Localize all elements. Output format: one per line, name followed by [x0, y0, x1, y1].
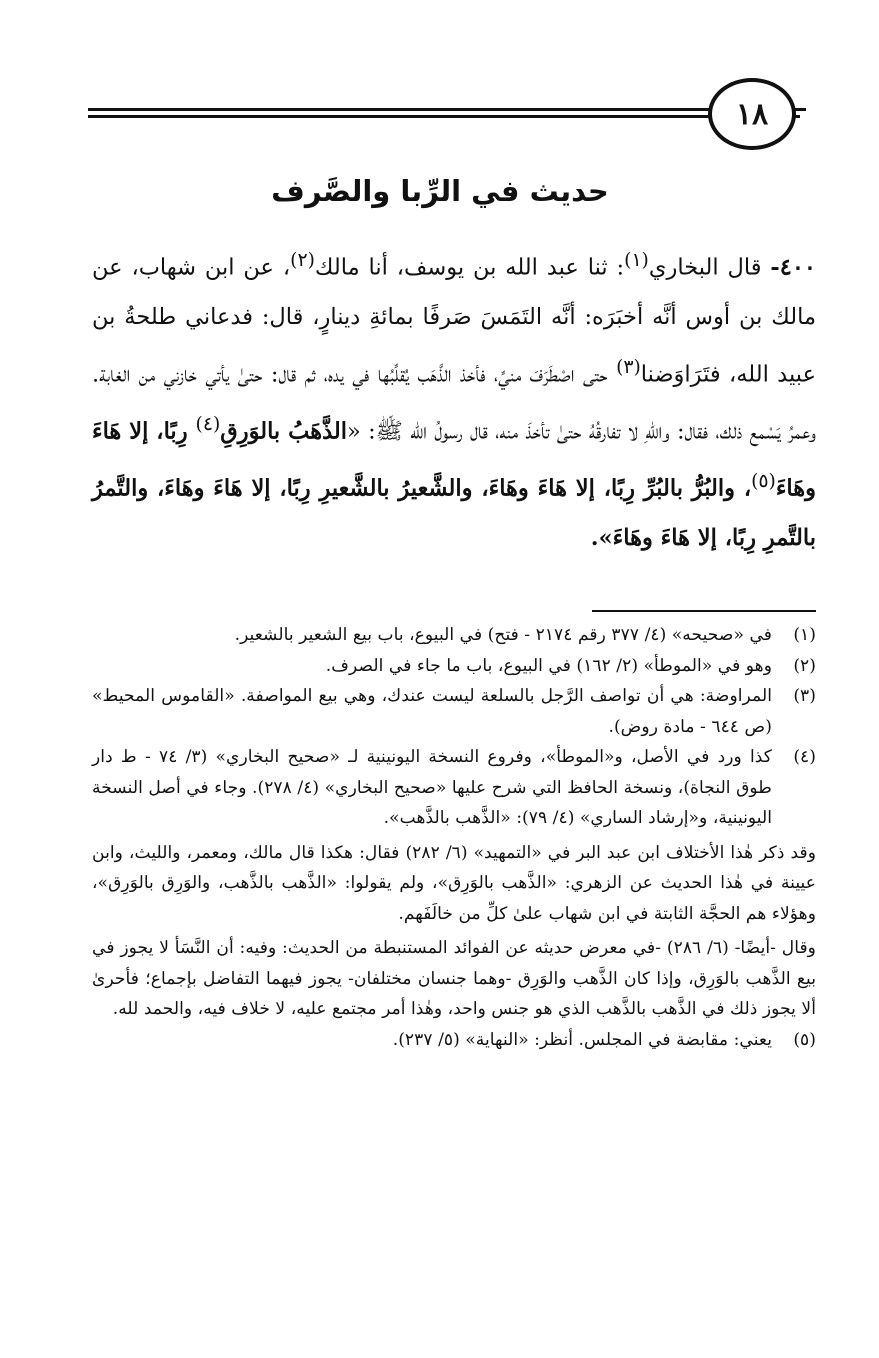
footnote-continuation: وقال -أيضًا- (٦/ ٢٨٦) -في معرض حديثه عن الفوائد المستنبطة من الحديث: وفيه: أن النَّسَأ لا يجوز في بيع الذَّهب بالوَرِق، وإذا كان الذَّهب والوَرِق -وهما جنسان مختلفان- يجوز فيهما التفاضل بإجماع؛ فأحرىٰ ألا يجوز ذلك في الذَّهب بالذَّهب الذي هو جنس واحد، وهٰذا أمر مجتمع عليه، لا خلاف فيه، والحمد لله.	[92, 938, 816, 1019]
header-rule	[88, 108, 788, 120]
footnote-mark: (٣)	[793, 686, 816, 706]
prophetic-saying-part-1: الذَّهَبُ بالوَرِقِ	[220, 418, 348, 445]
footnote-ref-4[interactable]: (٤)	[195, 413, 221, 435]
hadith-text	[92, 236, 816, 564]
hadith-number: ٤٠٠-	[770, 254, 816, 281]
footnote	[92, 1025, 816, 1056]
hadith-text-part-2: ، عن ابن شهاب، عن مالك بن أوس أنَّه أخبَرَه: أنَّه التَمَسَ صَرفًا بمائةِ دينارٍ، قال: فدعاني طلحةُ بن عبيد الله، فتَرَاوَضنا	[92, 254, 816, 388]
footnote-mark: (٢)	[793, 655, 816, 676]
footnote-ref-3[interactable]: (٣)	[616, 356, 641, 378]
footnote-separator	[592, 610, 816, 612]
closing-quote: ».	[590, 524, 613, 551]
footnotes	[92, 620, 816, 1055]
footnote-text: يعني: مقابضة في المجلس. أنظر: «النهاية» (٥/ ٢٣٧).	[392, 1029, 772, 1050]
footnote-mark: (١)	[793, 625, 816, 645]
chapter-title: حديث في الرِّبا والصَّرف	[271, 174, 609, 208]
prophetic-saying-part-2: رِبًا، إلا هَاءَ وهَاءَ	[92, 418, 816, 502]
footnote	[92, 742, 816, 834]
hadith-intro: قال البخاري	[648, 254, 762, 281]
footnote-mark: (٥)	[793, 1029, 816, 1050]
footnote	[92, 620, 816, 651]
footnote-ref-2[interactable]: (٢)	[290, 250, 315, 271]
footnote-mark: (٤)	[793, 747, 816, 767]
footnote-text: المراوضة: هي أن تواصف الرَّجل بالسلعة ليست عندك، وهي بيع المواصفة. «القاموس المحيط» (ص ٦٤٤ - مادة روض).	[92, 686, 772, 737]
footnote-continuation: وقد ذكر هٰذا الأختلاف ابن عبد البر في «التمهيد» (٦/ ٢٨٢) فقال: هكذا قال مالك، ومعمر، والليث، وابن عيينة في هٰذا الحديث عن الزهري: «الذَّهب بالوَرِق»، ولم يقولوا: «الذَّهب بالذَّهب، والوَرِق بالوَرِق»، وهؤلاء هم الحجَّة الثابتة في ابن شهاب علىٰ كلِّ من خالَفَهم.	[92, 842, 816, 924]
footnote-ref-1[interactable]: (١)	[624, 250, 649, 271]
footnote-ref-5[interactable]: (٥)	[751, 470, 776, 492]
prophetic-saying-part-3: ، والبُرُّ بالبُرِّ رِبًا، إلا هَاءَ وهَاءَ، والشَّعيرُ بالشَّعيرِ رِبًا، إلا هَاءَ وهَاءَ، والتَّمرُ بالتَّمرِ رِبًا، إلا هَاءَ وهَاءَ	[92, 475, 816, 551]
footnote-text: كذا ورد في الأصل، و«الموطأ»، وفروع النسخة اليونينية لـ «صحيح البخاري» (٣/ ٧٤ - ط دار طوق النجاة)، ونسخة الحافظ التي شرح عليها «صحيح البخاري» (٤/ ٢٧٨). وجاء في أصل النسخة اليونينية، و«إرشاد الساري» (٤/ ٧٩): «الذَّهب بالذَّهب».	[92, 747, 772, 828]
footnote-text: وهو في «الموطأ» (٢/ ١٦٢) في البيوع، باب ما جاء في الصرف.	[325, 655, 772, 676]
footnote-text: في «صحيحه» (٤/ ٣٧٧ رقم ٢١٧٤ - فتح) في البيوع، باب بيع الشعير بالشعير.	[234, 625, 772, 645]
footnote	[92, 681, 816, 742]
page-number: ١٨	[708, 78, 796, 150]
hadith-text-part-1: : ثنا عبد الله بن يوسف، أنا مالك	[314, 254, 625, 281]
footnote	[92, 651, 816, 682]
hadith-text-part-3: حتى اصْطَرَفَ منيِّ، فأخذ الذَّهَب يُقلِّبُها في يده، ثم قال: حتىٰ يأتي خازني من الغابة. وعمرُ يَسْمع ذلك، فقال: واللهِ لا تفارقُهُ حتىٰ تأخذَ منه، قال رسولُ الله ﷺ: «	[92, 361, 816, 445]
